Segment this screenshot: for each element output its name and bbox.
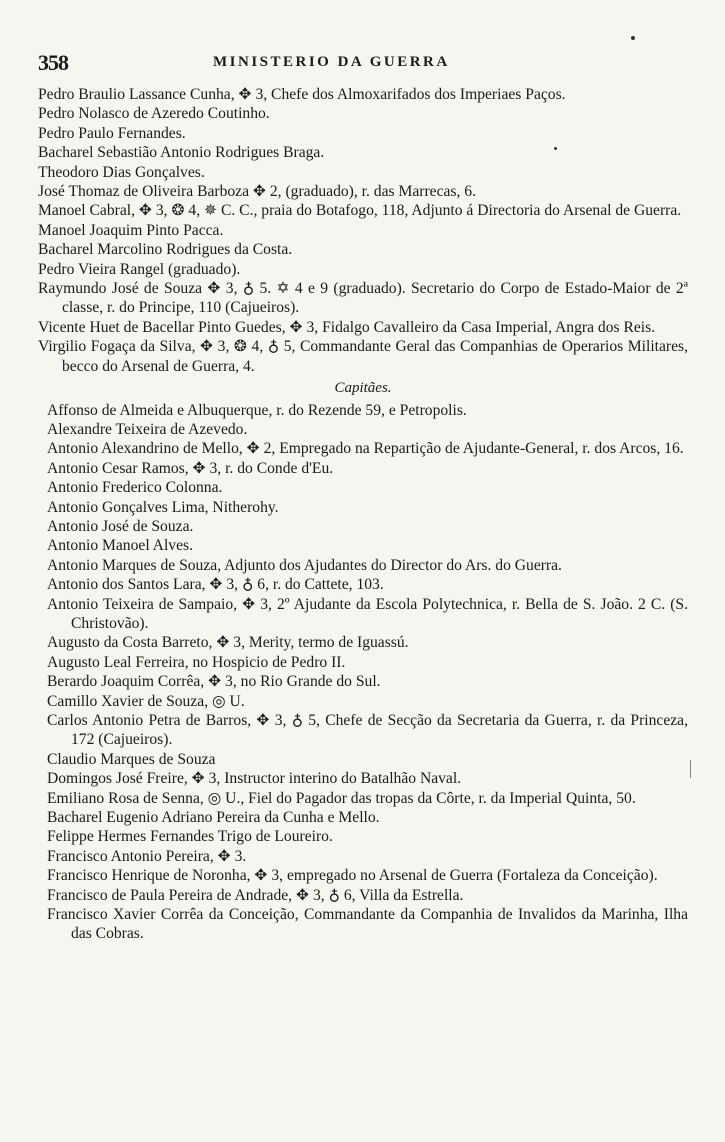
list-entry: Francisco Henrique de Noronha, ✥ 3, empregado no Arsenal de Guerra (Fortaleza da Conceição). [47, 867, 658, 885]
page-body [38, 85, 688, 944]
margin-mark [690, 760, 693, 778]
list-entry: Antonio Marques de Souza, Adjunto dos Ajudantes do Director do Ars. do Guerra. [47, 556, 562, 574]
ink-speck [554, 147, 557, 150]
list-entry: Camillo Xavier de Souza, ◎ U. [47, 692, 245, 710]
list-entry: Raymundo José de Souza ✥ 3, ♁ 5. ✡ 4 e 9 (graduado). Secretario do Corpo de Estado-Maior de 2ª classe, r. do Principe, 110 (Cajueiros). [38, 280, 688, 317]
list-entry: Bacharel Marcolino Rodrigues da Costa. [38, 241, 293, 259]
list-entry: Theodoro Dias Gonçalves. [38, 163, 205, 181]
list-entry: Pedro Braulio Lassance Cunha, ✥ 3, Chefe dos Almoxarifados dos Imperiaes Paços. [38, 86, 566, 103]
list-entry: José Thomaz de Oliveira Barboza ✥ 2, (graduado), r. das Marrecas, 6. [38, 183, 476, 201]
list-entry: Antonio Frederico Colonna. [47, 479, 223, 497]
list-entry: Pedro Vieira Rangel (graduado). [38, 260, 241, 278]
list-entry: Emiliano Rosa de Senna, ◎ U., Fiel do Pagador das tropas da Côrte, r. da Imperial Quinta, 50. [47, 789, 636, 807]
running-title: MINISTERIO DA GUERRA [213, 54, 450, 70]
list-entry: Claudio Marques de Souza [47, 750, 216, 768]
page-number: 358 [38, 50, 68, 75]
list-entry: Pedro Nolasco de Azeredo Coutinho. [38, 105, 270, 123]
list-entry: Antonio Manoel Alves. [47, 537, 193, 555]
ink-speck [631, 36, 635, 40]
list-entry: Domingos José Freire, ✥ 3, Instructor interino do Batalhão Naval. [47, 770, 462, 788]
page-header [38, 50, 688, 78]
list-entry: Affonso de Almeida e Albuquerque, r. do Rezende 59, e Petropolis. [47, 401, 467, 419]
list-entry: Carlos Antonio Petra de Barros, ✥ 3, ♁ 5, Chefe de Secção da Secretaria da Guerra, r. da Princeza, 172 (Cajueiros). [47, 712, 688, 749]
officer-list-capitaes [47, 401, 688, 944]
list-entry: Bacharel Sebastião Antonio Rodrigues Braga. [38, 144, 325, 162]
list-entry: Antonio Gonçalves Lima, Nitherohy. [47, 498, 279, 516]
list-entry: Antonio José de Souza. [47, 517, 194, 535]
list-entry: Francisco Antonio Pereira, ✥ 3. [47, 847, 247, 865]
list-entry: Antonio Cesar Ramos, ✥ 3, r. do Conde d'Eu. [47, 459, 334, 477]
section-heading-capitaes: Capitães. [334, 380, 392, 397]
list-entry: Berardo Joaquim Corrêa, ✥ 3, no Rio Grande do Sul. [47, 673, 381, 691]
list-entry: Antonio Alexandrino de Mello, ✥ 2, Empregado na Repartição de Ajudante-General, r. dos Arcos, 16. [47, 440, 684, 458]
list-entry: Pedro Paulo Fernandes. [38, 124, 186, 142]
list-entry: Antonio dos Santos Lara, ✥ 3, ♁ 6, r. do Cattete, 103. [47, 576, 384, 594]
list-entry: Felippe Hermes Fernandes Trigo de Loureiro. [47, 828, 333, 846]
list-entry: Antonio Teixeira de Sampaio, ✥ 3, 2º Ajudante da Escola Polytechnica, r. Bella de S. João. 2 C. (S. Christovão). [47, 595, 688, 632]
officer-list-a [38, 85, 688, 376]
list-entry: Francisco Xavier Corrêa da Conceição, Commandante da Companhia de Invalidos da Marinha, Ilha das Cobras. [47, 906, 688, 943]
list-entry: Augusto da Costa Barreto, ✥ 3, Merity, termo de Iguassú. [47, 634, 409, 652]
list-entry: Manoel Joaquim Pinto Pacca. [38, 221, 224, 239]
list-entry: Vicente Huet de Bacellar Pinto Guedes, ✥ 3, Fidalgo Cavalleiro da Casa Imperial, Angra dos Reis. [38, 318, 656, 336]
list-entry: Alexandre Teixeira de Azevedo. [47, 420, 248, 438]
list-entry: Augusto Leal Ferreira, no Hospicio de Pedro II. [47, 653, 346, 671]
list-entry: Virgilio Fogaça da Silva, ✥ 3, ❂ 4, ♁ 5, Commandante Geral das Companhias de Operarios Militares, becco do Arsenal de Guerra, 4. [38, 338, 688, 375]
list-entry: Francisco de Paula Pereira de Andrade, ✥ 3, ♁ 6, Villa da Estrella. [47, 886, 464, 904]
list-entry: Manoel Cabral, ✥ 3, ❂ 4, ✵ C. C., praia do Botafogo, 118, Adjunto á Directoria do Arsenal de Guerra. [38, 202, 682, 220]
list-entry: Bacharel Eugenio Adriano Pereira da Cunha e Mello. [47, 809, 380, 827]
